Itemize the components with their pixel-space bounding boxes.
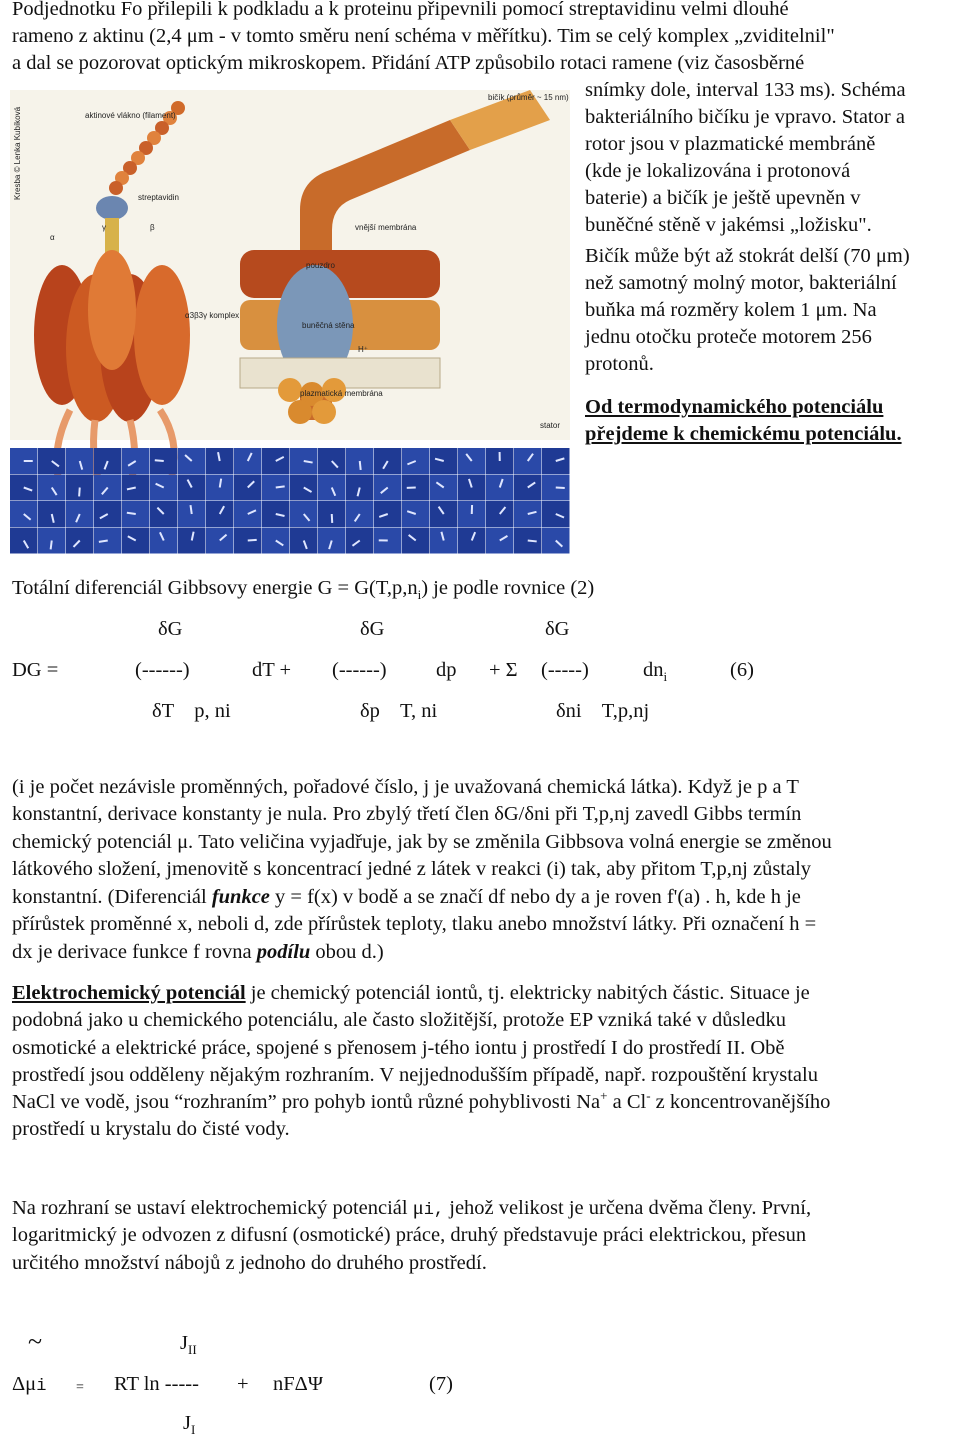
eq7-lhs: Δμi (12, 1371, 46, 1400)
label-proton: H⁺ (358, 345, 368, 354)
para3-line-3: určitého množství nábojů z jednoho do druhého prostředí. (12, 1250, 487, 1277)
timelapse-arm (220, 479, 221, 488)
timelapse-arm (127, 513, 136, 514)
intro-line-2: rameno z aktinu (2,4 μm - v tomto směru není schéma v měřítku). Tim se celý komplex „zviditelnil" (12, 23, 835, 50)
label-sheath: pouzdro (306, 261, 335, 270)
section-link-line-2[interactable]: přejdeme k chemickému potenciálu. (585, 421, 902, 448)
para3-line-1: Na rozhraní se ustaví elektrochemický potenciál μi, jehož velikost je určena dvěma členy. První, (12, 1195, 811, 1224)
label-beta-top: β (150, 223, 155, 232)
eq7-tilde: ~ (28, 1328, 42, 1355)
para1-line-1: (i je počet nezávisle proměnných, pořadové číslo, j je uvažovaná chemická látka). Když je p a T (12, 774, 799, 801)
label-actin: aktinové vlákno (filament) (85, 111, 176, 120)
timelapse-arm (155, 460, 164, 461)
streptavidin-shape (96, 196, 128, 220)
timelapse-arm (99, 541, 108, 542)
eq6-paren-1: (------) (135, 657, 190, 684)
label-gamma: γ (102, 223, 106, 232)
timelapse-arm (528, 541, 537, 542)
timelapse-arm (190, 505, 191, 514)
eq6-plus-sigma: + Σ (489, 657, 518, 684)
eq7-nf-delta-psi: nFΔΨ (273, 1371, 323, 1398)
para1-line-2: konstantní, derivace konstanty je nula. Pro zbylý třetí člen δG/δni při T,p,nj zavedl Gibbs termín (12, 801, 801, 828)
eq7-rt-ln: RT ln ----- (114, 1371, 199, 1398)
eq6-dn: $dn_i$ (643, 657, 667, 684)
intro-line-3: a dal se pozorovat optickým mikroskopem. Přidání ATP způsobilo rotaci ramene (viz časosběrné (12, 50, 804, 77)
label-plasma-membrane: plazmatická membrána (300, 389, 383, 398)
timelapse-arm (276, 486, 285, 487)
intro-line-1: Podjednotku Fo přilepili k podkladu a k proteinu připevnili pomocí streptavidinu velmi dlouhé (12, 0, 789, 23)
label-stator: stator (540, 421, 560, 430)
para2-line-2: podobná jako u chemického potenciálu, ale často složitější, protože EP vzniká také v důsledku (12, 1007, 786, 1034)
eq6-paren-2: (------) (332, 657, 387, 684)
eq7-equals: = (76, 1374, 84, 1401)
eq6-paren-3: (-----) (541, 657, 589, 684)
eq7-number: (7) (429, 1371, 453, 1398)
side-line-11: protonů. (585, 351, 654, 378)
side-line-7: Bičík může být až stokrát delší (70 μm) (585, 243, 910, 270)
figure-credit: Kresba © Lenka Kubíková (13, 106, 22, 200)
atp-synthase-flagellum-figure (10, 90, 570, 560)
side-line-1: snímky dole, interval 133 ms). Schéma (585, 77, 906, 104)
side-line-4: (kde je lokalizována i protonová (585, 158, 850, 185)
eq6-number: (6) (730, 657, 754, 684)
para1-line-7: dx je derivace funkce f rovna podílu obou d.) (12, 939, 384, 966)
para2-line-4: prostředí jsou odděleny nějakým rozhraním. V nejjednodušším případě, např. rozpouštění krystalu (12, 1062, 818, 1089)
para1-line-6: přírůstek proměnné x, neboli d, zde přírůstek teploty, tlaku anebo množství látky. Při označení h = (12, 911, 816, 938)
eq6-lhs: DG = (12, 657, 58, 684)
eq7-plus: + (237, 1371, 249, 1398)
side-line-3: rotor jsou v plazmatické membráně (585, 131, 875, 158)
eq6-num-1: δG (158, 616, 182, 643)
gibbs-intro: Totální diferenciál Gibbsovy energie $G = G(T,p,n_i)$ je podle rovnice (2) (12, 575, 594, 602)
eq6-num-3: δG (545, 616, 569, 643)
timelapse-arm (51, 541, 52, 550)
timelapse-arm (248, 540, 257, 541)
para2-line-3: osmotické a elektrické práce, spojené s přenosem j-tého iontu j prostředí I do prostředí II. Obě (12, 1035, 785, 1062)
label-outer-membrane: vnější membrána (355, 223, 417, 232)
label-streptavidin: streptavidin (138, 193, 179, 202)
para2-line-5: NaCl ve vodě, jsou “rozhraním” pro pohyb iontů různé pohyblivosti Na+ a Cl- z koncentrovanějšího (12, 1089, 830, 1116)
eq7-numerator: $J_{II}$ (180, 1330, 197, 1357)
timelapse-arm (360, 461, 361, 470)
side-line-2: bakteriálního bičíku je vpravo. Stator a (585, 104, 905, 131)
side-line-5: baterie) a bičík je ještě upevněn v (585, 185, 861, 212)
para2-line-1: Elektrochemický potenciál je chemický potenciál iontů, tj. elektricky nabitých částic. Situace je (12, 980, 810, 1007)
side-line-8: než samotný molný motor, bakteriální (585, 270, 897, 297)
para3-line-2: logaritmický je odvozen z difusní (osmotické) práce, druhý představuje práci elektrickou, přesun (12, 1222, 806, 1249)
electrochemical-potential-term: Elektrochemický potenciál (12, 982, 246, 1004)
eq6-dt: dT + (252, 657, 291, 684)
eq6-den-3: δni T,p,nj (556, 698, 649, 725)
side-line-9: buňka má rozměry kolem 1 μm. Na (585, 297, 877, 324)
para1-line-4: látkového složení, jmenovitě s koncentrací jedné z látek v reakci (i) tak, aby přitom T,p,nj zůstaly (12, 856, 811, 883)
eq6-num-2: δG (360, 616, 384, 643)
eq6-den-1: δT p, ni (152, 698, 231, 725)
para1-line-5: konstantní. (Diferenciál funkce y = f(x) v bodě a se značí df nebo dy a je roven f'(a) . h, kde h je (12, 884, 801, 911)
side-line-6: buněčné stěně v jakémsi „ložisku". (585, 212, 872, 239)
label-cell-wall: buněčná stěna (302, 321, 355, 330)
eq7-denominator: $J_I$ (183, 1410, 195, 1437)
label-flagellum: bičík (průměr ~ 15 nm) (488, 93, 569, 102)
eq6-dp: dp (436, 657, 457, 684)
side-line-10: jednu otočku proteče motorem 256 (585, 324, 872, 351)
label-complex: α3β3γ komplex (185, 311, 239, 320)
timelapse-arm (79, 488, 80, 497)
eq6-den-2: δp T, ni (360, 698, 437, 725)
section-link-line-1[interactable]: Od termodynamického potenciálu (585, 394, 883, 421)
para2-line-6: prostředí u krystalu do čisté vody. (12, 1116, 290, 1143)
para1-line-3: chemický potenciál μ. Tato veličina vyjadřuje, jak by se změnila Gibbsova volná energie se změnou (12, 829, 832, 856)
label-alpha-left: α (50, 233, 55, 242)
